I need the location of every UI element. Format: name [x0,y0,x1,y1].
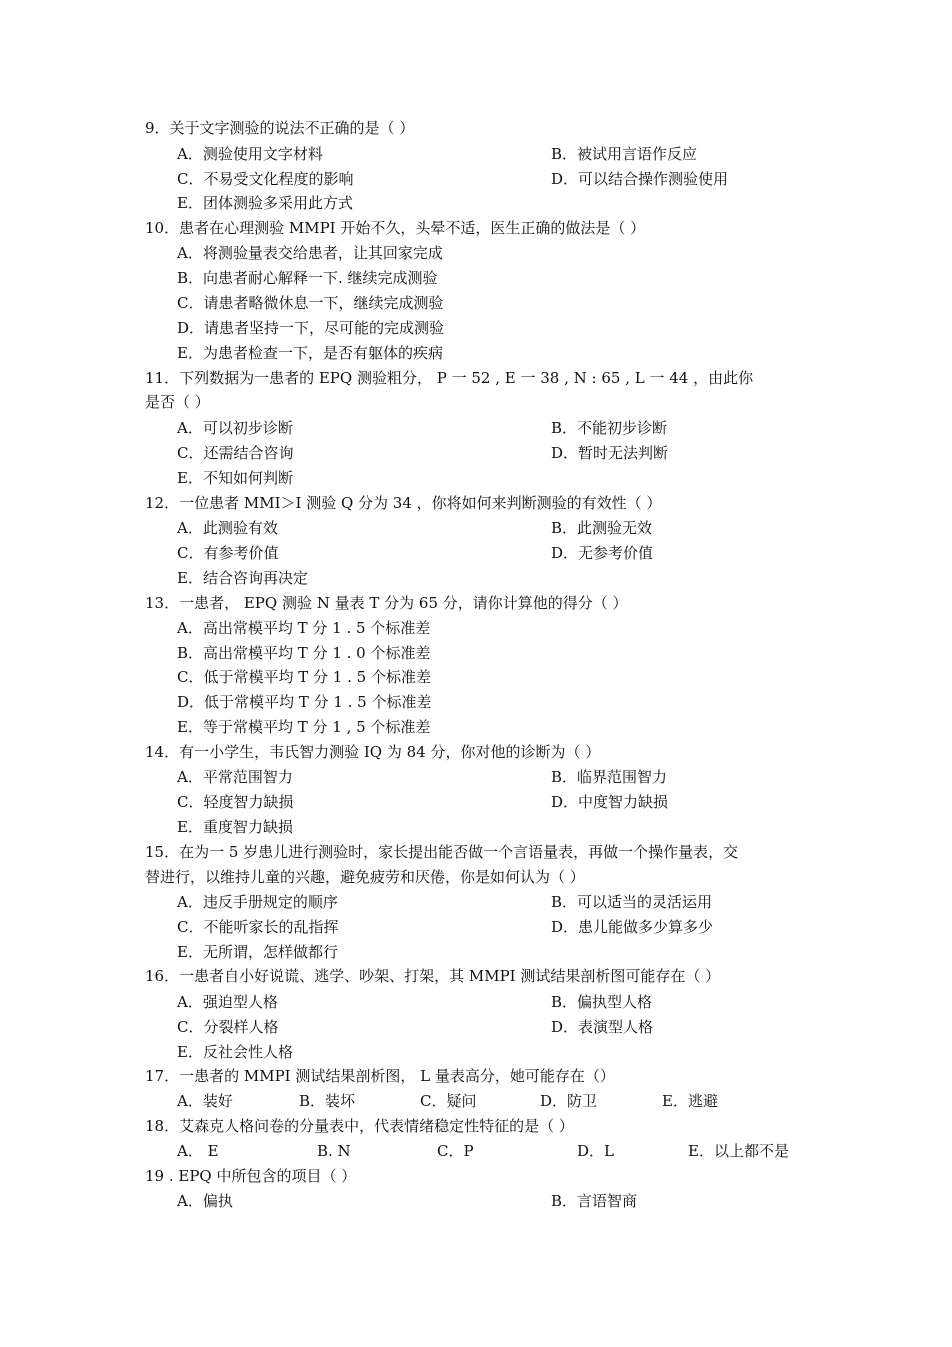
question-15-stem: 15．在为一 5 岁患儿进行测验时，家长提出能否做一个言语量表，再做一个操作量表，交 [145,843,739,861]
question-12-option-a: A．此测验有效 [177,519,278,537]
question-17-option-b: B．装坏 [299,1092,356,1110]
question-9-option-b: B．被试用言语作反应 [551,145,698,163]
question-18-option-c: C．P [437,1142,474,1160]
question-17-stem: 17．一患者的 MMPI 测试结果剖析图， L 量表高分，她可能存在（） [145,1067,615,1085]
question-17-option-c: C．疑问 [420,1092,477,1110]
question-12-option-d: D．无参考价值 [551,544,654,562]
question-15-stem-continued: 替进行，以维持儿童的兴趣，避免疲劳和厌倦，你是如何认为（ ） [145,868,585,886]
question-9-option-c: C．不易受文化程度的影响 [177,170,354,188]
question-15-option-a: A．违反手册规定的顺序 [177,893,338,911]
question-14-option-e: E．重度智力缺损 [177,818,293,836]
question-10-option-a: A．将测验量表交给患者，让其回家完成 [177,244,443,262]
question-15-option-b: B．可以适当的灵活运用 [551,893,713,911]
question-19-stem: 19 . EPQ 中所包含的项目（ ） [145,1167,357,1185]
question-18-option-e: E．以上都不是 [688,1142,789,1160]
question-16-option-d: D．表演型人格 [551,1018,654,1036]
question-10-stem: 10．患者在心理测验 MMPI 开始不久，头晕不适，医生正确的做法是（ ） [145,219,646,237]
question-10-option-c: C．请患者略微休息一下，继续完成测验 [177,294,444,312]
question-17-option-d: D．防卫 [540,1092,598,1110]
question-9-option-d: D．可以结合操作测验使用 [551,170,729,188]
question-11-option-c: C．还需结合咨询 [177,444,294,462]
question-11-stem-continued: 是否（ ） [145,393,210,411]
question-19-option-b: B．言语智商 [551,1192,638,1210]
question-13-option-b: B．高出常模平均 T 分 1 . 0 个标准差 [177,644,431,662]
question-14-option-c: C．轻度智力缺损 [177,793,294,811]
question-16-option-c: C．分裂样人格 [177,1018,279,1036]
question-11-option-a: A．可以初步诊断 [177,419,293,437]
question-18-option-a: A． E [177,1142,219,1160]
question-18-option-d: D．L [577,1142,614,1160]
question-13-stem: 13．一患者， EPQ 测验 N 量表 T 分为 65 分，请你计算他的得分（ ） [145,594,628,612]
question-13-option-a: A．高出常模平均 T 分 1 . 5 个标准差 [177,619,431,637]
question-14-option-b: B．临界范围智力 [551,768,668,786]
question-11-stem: 11．下列数据为一患者的 EPQ 测验粗分， P 一 52 , E 一 38 , N : 65 , L 一 44 ，由此你 [145,369,754,387]
question-15-option-c: C．不能听家长的乱指挥 [177,918,339,936]
question-9-stem: 9．关于文字测验的说法不正确的是（ ） [145,119,415,137]
question-10-option-b: B．向患者耐心解释一下. 继续完成测验 [177,269,438,287]
question-10-option-e: E．为患者检查一下，是否有躯体的疾病 [177,344,443,362]
question-18-option-b: B. N [317,1142,351,1160]
question-12-option-e: E．结合咨询再决定 [177,569,308,587]
question-10-option-d: D．请患者坚持一下，尽可能的完成测验 [177,319,445,337]
question-16-option-e: E．反社会性人格 [177,1043,293,1061]
question-13-option-c: C．低于常模平均 T 分 1 . 5 个标准差 [177,668,431,686]
question-15-option-e: E．无所谓，怎样做都行 [177,943,338,961]
question-15-option-d: D．患儿能做多少算多少 [551,918,714,936]
question-13-option-d: D．低于常模平均 T 分 1 . 5 个标准差 [177,693,432,711]
question-17-option-e: E．逃避 [662,1092,718,1110]
question-13-option-e: E．等于常模平均 T 分 1 , 5 个标准差 [177,718,431,736]
question-11-option-e: E．不知如何判断 [177,469,293,487]
question-14-option-a: A．平常范围智力 [177,768,293,786]
question-9-option-a: A．测验使用文字材料 [177,145,323,163]
question-12-option-c: C．有参考价值 [177,544,279,562]
question-19-option-a: A．偏执 [177,1192,233,1210]
question-11-option-d: D．暂时无法判断 [551,444,669,462]
question-14-stem: 14．有一小学生，韦氏智力测验 IQ 为 84 分，你对他的诊断为（ ） [145,743,601,761]
question-14-option-d: D．中度智力缺损 [551,793,669,811]
question-12-stem: 12．一位患者 MMI＞I 测验 Q 分为 34 ，你将如何来判断测验的有效性（ ） [145,494,662,512]
question-11-option-b: B．不能初步诊断 [551,419,668,437]
question-17-option-a: A．装好 [177,1092,233,1110]
question-9-option-e: E．团体测验多采用此方式 [177,194,353,212]
question-12-option-b: B．此测验无效 [551,519,653,537]
question-16-option-b: B．偏执型人格 [551,993,653,1011]
question-16-stem: 16．一患者自小好说谎、逃学、吵架、打架，其 MMPI 测试结果剖析图可能存在（ ） [145,967,721,985]
question-18-stem: 18．艾森克人格问卷的分量表中，代表情绪稳定性特征的是（ ） [145,1117,574,1135]
question-16-option-a: A．强迫型人格 [177,993,278,1011]
